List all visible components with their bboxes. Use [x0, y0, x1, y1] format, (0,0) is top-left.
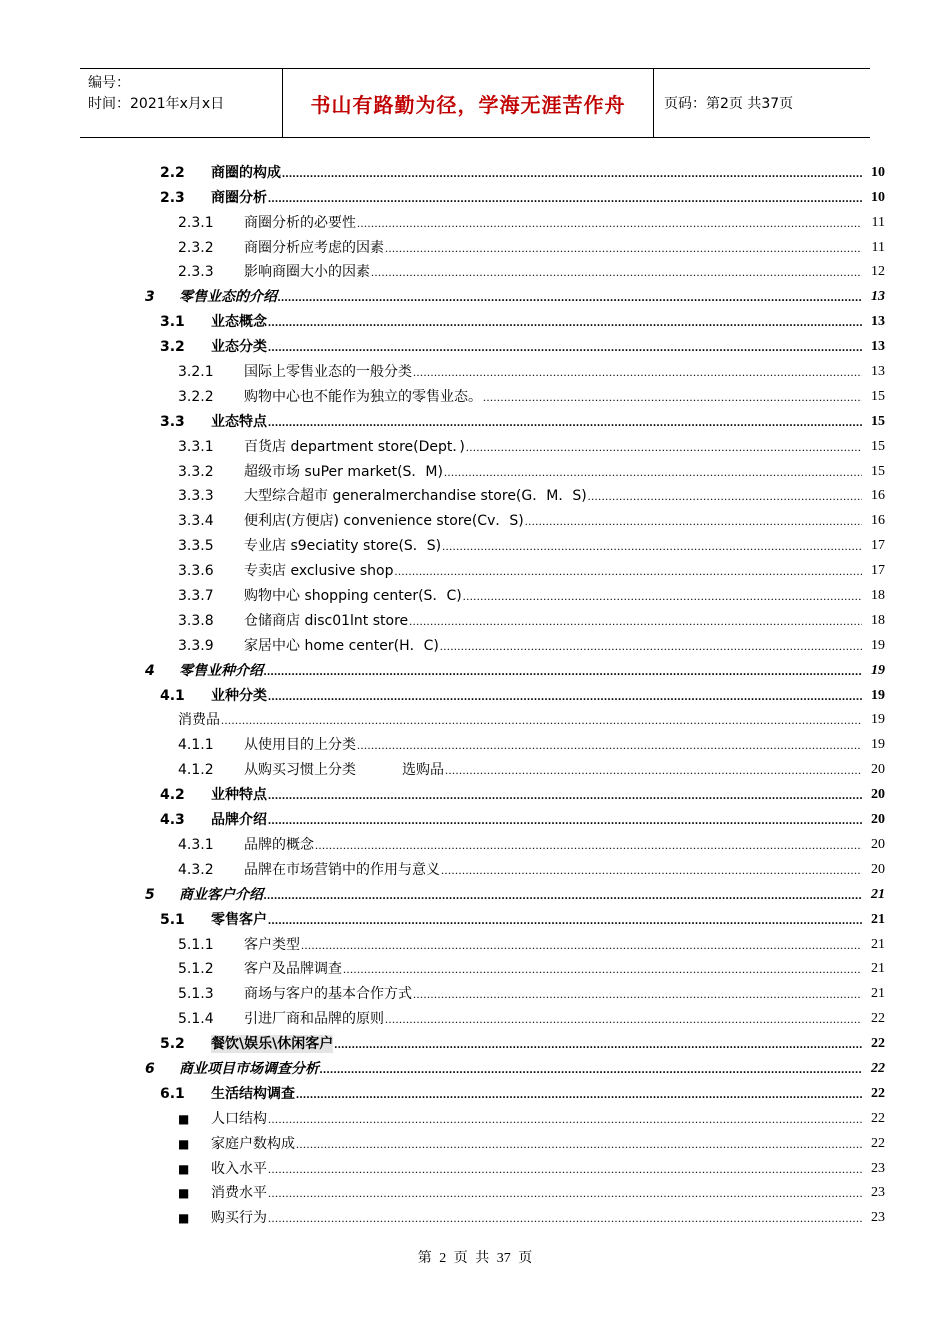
toc-entry-title: 品牌在市场营销中的作用与意义 [244, 861, 440, 878]
toc-entry-number: 3.3.5 [178, 538, 214, 555]
dot-leader [268, 687, 862, 705]
dot-leader [264, 886, 862, 904]
toc-entry-page: 22 [871, 1036, 885, 1052]
toc-entry[interactable] [178, 556, 885, 581]
toc-entry-title: 客户类型 [244, 936, 300, 953]
toc-entry[interactable] [178, 432, 885, 457]
toc-entry-page: 13 [871, 314, 885, 330]
toc-entry-number: 2.3.1 [178, 214, 214, 231]
toc-entry[interactable] [178, 730, 885, 755]
dot-leader [268, 189, 862, 207]
toc-entry-number: 5 [145, 886, 155, 903]
toc-entry-title: 超级市场 suPer market(S．M) [244, 463, 443, 480]
toc-entry-page: 16 [871, 513, 885, 529]
toc-entry-title: 商圈分析的必要性 [244, 214, 356, 231]
toc-entry-page: 13 [871, 339, 885, 355]
toc-entry-page: 15 [871, 388, 885, 404]
toc-entry[interactable] [145, 282, 885, 307]
toc-entry-title: 餐饮\娱乐\休闲客户 [211, 1036, 334, 1053]
toc-entry-page: 10 [871, 189, 885, 205]
toc-entry-number: 2.2 [160, 164, 185, 181]
toc-entry-page: 17 [871, 563, 885, 579]
toc-entry-title: 购物中心也不能作为独立的零售业态。 [244, 388, 482, 405]
toc-entry[interactable] [160, 780, 885, 805]
toc-entry-number: 3 [145, 289, 155, 306]
date-label: 时间：2021年x月x日 [88, 96, 225, 112]
document-header [80, 68, 870, 138]
toc-entry-page: 11 [871, 239, 885, 255]
toc-entry-page: 19 [871, 712, 885, 728]
toc-entry-page: 15 [871, 463, 885, 479]
toc-entry-title: 商圈分析 [211, 189, 267, 206]
toc-entry[interactable] [160, 681, 885, 706]
toc-entry[interactable] [160, 1029, 885, 1054]
toc-entry[interactable] [178, 606, 885, 631]
toc-entry[interactable] [178, 1203, 885, 1228]
dot-leader [441, 861, 862, 879]
dot-leader [466, 438, 862, 456]
toc-entry[interactable] [178, 1179, 885, 1204]
toc-entry-page: 22 [871, 1085, 885, 1101]
toc-entry-number: 3.3.9 [178, 637, 214, 654]
toc-entry-page: 21 [871, 936, 885, 952]
toc-entry-page: 23 [871, 1185, 885, 1201]
toc-entry-number: 3.3.1 [178, 438, 214, 455]
dot-leader [357, 736, 862, 754]
toc-entry[interactable] [178, 506, 885, 531]
toc-entry-title: 购物中心 shopping center(S．C) [244, 588, 462, 605]
toc-entry[interactable] [160, 332, 885, 357]
header-page-info: 页码：第2页 共37页 [664, 96, 794, 112]
toc-entry-title: 生活结构调查 [211, 1085, 295, 1102]
toc-entry-title: 从购买习惯上分类 [244, 762, 356, 779]
toc-entry[interactable] [145, 656, 885, 681]
toc-entry-number: 4.3.1 [178, 836, 214, 853]
toc-entry-number: 2.3.2 [178, 239, 214, 256]
dot-leader [445, 761, 862, 779]
toc-entry[interactable] [160, 905, 885, 930]
toc-entry[interactable] [178, 830, 885, 855]
toc-entry-number: 3.2 [160, 339, 185, 356]
toc-entry-title: 业种特点 [211, 787, 267, 804]
toc-entry-title: 零售客户 [211, 911, 267, 928]
toc-entry-number: 5.1.3 [178, 986, 214, 1003]
toc-entry-number: 5.1 [160, 911, 185, 928]
bullet-icon: ■ [178, 1161, 190, 1176]
dot-leader [357, 214, 862, 232]
dot-leader [268, 313, 862, 331]
toc-entry[interactable] [178, 855, 885, 880]
toc-entry-number: 3.3.6 [178, 563, 214, 580]
dot-leader [268, 413, 862, 431]
toc-entry-number: 4.1 [160, 687, 185, 704]
toc-entry[interactable] [178, 1129, 885, 1154]
dot-leader [268, 811, 862, 829]
toc-entry-title: 消费水平 [211, 1185, 267, 1202]
toc-entry-title: 商业项目市场调查分析 [179, 1060, 319, 1077]
toc-entry-number: 4.3.2 [178, 861, 214, 878]
dot-leader [394, 562, 862, 580]
toc-entry-page: 17 [871, 538, 885, 554]
toc-entry[interactable] [178, 930, 885, 955]
toc-entry-number: 3.3.4 [178, 513, 214, 530]
toc-entry-number: 3.3.7 [178, 588, 214, 605]
toc-entry-title: 影响商圈大小的因素 [244, 264, 370, 281]
toc-entry[interactable] [178, 208, 885, 233]
bullet-icon: ■ [178, 1136, 190, 1151]
toc-entry-number: 5.1.1 [178, 936, 214, 953]
toc-entry-title: 收入水平 [211, 1160, 267, 1177]
header-meta [80, 69, 282, 137]
toc-entry-page: 18 [871, 588, 885, 604]
toc-entry-number: 6 [145, 1060, 155, 1077]
toc-entry[interactable] [160, 1079, 885, 1104]
dot-leader [268, 1160, 862, 1178]
toc-entry-title: 商圈的构成 [211, 164, 281, 181]
dot-leader [264, 662, 862, 680]
toc-entry[interactable] [145, 1054, 885, 1079]
toc-entry[interactable] [178, 482, 885, 507]
toc-entry-page: 15 [871, 438, 885, 454]
dot-leader [315, 836, 862, 854]
toc-entry-page: 19 [871, 687, 885, 703]
toc-entry-page: 22 [871, 1060, 885, 1076]
dot-leader [413, 985, 862, 1003]
toc-entry-number: 5.2 [160, 1036, 185, 1053]
toc-entry-page: 22 [871, 1110, 885, 1126]
toc-entry[interactable] [178, 955, 885, 980]
toc-entry-page: 15 [871, 413, 885, 429]
toc-entry-number: 4.2 [160, 787, 185, 804]
toc-entry[interactable] [178, 979, 885, 1004]
toc-entry-page: 20 [871, 762, 885, 778]
header-motto: 书山有路勤为径，学海无涯苦作舟 [282, 69, 654, 137]
toc-entry-number: 2.3 [160, 189, 185, 206]
toc-entry-title: 便利店(方便店) convenience store(Cv．S) [244, 513, 524, 530]
toc-entry[interactable] [178, 233, 885, 258]
toc-entry-number: 4.1.1 [178, 737, 214, 754]
toc-entry-title: 业态概念 [211, 314, 267, 331]
toc-entry-page: 10 [871, 164, 885, 180]
page-footer: 第 2 页 共 37 页 [417, 1251, 533, 1266]
dot-leader [268, 338, 862, 356]
toc-entry-title: 商业客户介绍 [179, 886, 263, 903]
toc-entry-title: 业种分类 [211, 687, 267, 704]
toc-entry[interactable] [178, 357, 885, 382]
toc-entry-title: 国际上零售业态的一般分类 [244, 364, 412, 381]
dot-leader [268, 786, 862, 804]
toc-entry-title: 业态分类 [211, 339, 267, 356]
toc-entry-subtitle: 选购品 [402, 762, 444, 779]
bullet-icon: ■ [178, 1211, 190, 1226]
toc-entry-title: 仓储商店 disc01lnt store [244, 612, 409, 629]
dot-leader [320, 1060, 862, 1078]
dot-leader [442, 537, 862, 555]
toc-entry[interactable] [178, 581, 885, 606]
toc-entry[interactable] [178, 531, 885, 556]
toc-entry[interactable] [178, 706, 885, 731]
toc-entry-page: 21 [871, 886, 885, 902]
toc-entry-number: 3.3.3 [178, 488, 214, 505]
dot-leader [278, 288, 862, 306]
dot-leader [282, 164, 862, 182]
toc-entry-number: 5.1.4 [178, 1011, 214, 1028]
toc-entry-page: 19 [871, 662, 885, 678]
toc-entry[interactable] [160, 183, 885, 208]
toc-entry-page: 22 [871, 1135, 885, 1151]
toc-entry-title: 业态特点 [211, 413, 267, 430]
toc-entry-title: 零售业态的介绍 [179, 289, 277, 306]
dot-leader [296, 1085, 862, 1103]
toc-entry-number: 4.3 [160, 812, 185, 829]
toc-entry-page: 13 [871, 364, 885, 380]
toc-entry[interactable] [178, 1004, 885, 1029]
bullet-icon: ■ [178, 1111, 190, 1126]
bullet-icon: ■ [178, 1186, 190, 1201]
code-label: 编号： [88, 75, 130, 91]
toc-entry-page: 13 [871, 289, 885, 305]
toc-entry[interactable] [178, 457, 885, 482]
toc-entry[interactable] [178, 382, 885, 407]
dot-leader [385, 239, 862, 257]
toc-entry-page: 20 [871, 836, 885, 852]
toc-entry-page: 19 [871, 637, 885, 653]
toc-entry[interactable] [160, 158, 885, 183]
dot-leader [588, 487, 862, 505]
dot-leader [371, 263, 862, 281]
toc-entry[interactable] [178, 631, 885, 656]
toc-entry-page: 18 [871, 612, 885, 628]
toc-entry-page: 21 [871, 986, 885, 1002]
toc-entry[interactable] [178, 1154, 885, 1179]
dot-leader [268, 1110, 862, 1128]
toc-entry[interactable] [145, 880, 885, 905]
toc-entry-title: 购买行为 [211, 1210, 267, 1227]
toc-entry-number: 3.1 [160, 314, 185, 331]
toc-entry-page: 12 [871, 264, 885, 280]
dot-leader [343, 960, 862, 978]
toc-entry-title: 引进厂商和品牌的原则 [244, 1011, 384, 1028]
toc-entry-title: 商圈分析应考虑的因素 [244, 239, 384, 256]
dot-leader [463, 587, 862, 605]
toc-entry-title: 品牌的概念 [244, 836, 314, 853]
toc-entry-page: 23 [871, 1160, 885, 1176]
dot-leader [268, 911, 862, 929]
toc-entry-title: 商场与客户的基本合作方式 [244, 986, 412, 1003]
dot-leader [268, 1209, 862, 1227]
toc-entry[interactable] [160, 307, 885, 332]
dot-leader [296, 1135, 862, 1153]
dot-leader [525, 512, 862, 530]
toc-entry[interactable] [178, 258, 885, 283]
dot-leader [221, 711, 862, 729]
toc-entry-number: 3.3.2 [178, 463, 214, 480]
dot-leader [413, 363, 862, 381]
toc-entry-number: 4 [145, 662, 155, 679]
toc-entry-page: 22 [871, 1011, 885, 1027]
toc-entry-title: 专卖店 exclusive shop [244, 563, 394, 580]
toc-entry-page: 20 [871, 787, 885, 803]
toc-entry-title: 大型综合超市 generalmerchandise store(G．M．S) [244, 488, 587, 505]
table-of-contents [0, 158, 950, 1228]
toc-entry-number: 2.3.3 [178, 264, 214, 281]
toc-entry-title: 品牌介绍 [211, 812, 267, 829]
toc-entry-number: 4.1.2 [178, 762, 214, 779]
toc-entry-number: 5.1.2 [178, 961, 214, 978]
toc-entry-number: 3.3.8 [178, 612, 214, 629]
dot-leader [301, 936, 862, 954]
toc-entry-page: 20 [871, 861, 885, 877]
toc-entry-title: 百货店 department store(Dept．) [244, 438, 465, 455]
dot-leader [444, 463, 862, 481]
toc-entry-page: 11 [871, 214, 885, 230]
toc-entry[interactable] [178, 1104, 885, 1129]
toc-entry-page: 23 [871, 1210, 885, 1226]
dot-leader [268, 1184, 862, 1202]
toc-entry-title: 家庭户数构成 [211, 1135, 295, 1152]
toc-entry-number: 6.1 [160, 1085, 185, 1102]
toc-entry-title: 家居中心 home center(H．C) [244, 637, 439, 654]
dot-leader [385, 1010, 862, 1028]
toc-entry-page: 19 [871, 737, 885, 753]
toc-entry[interactable] [160, 407, 885, 432]
dot-leader [483, 388, 862, 406]
dot-leader [440, 637, 862, 655]
toc-entry-number: 3.3 [160, 413, 185, 430]
toc-entry-page: 16 [871, 488, 885, 504]
toc-entry-number: 3.2.1 [178, 364, 214, 381]
dot-leader [334, 1035, 862, 1053]
toc-entry-page: 20 [871, 812, 885, 828]
toc-entry-title: 从使用目的上分类 [244, 737, 356, 754]
toc-entry-number: 3.2.2 [178, 388, 214, 405]
toc-entry-title: 人口结构 [211, 1110, 267, 1127]
toc-entry-title: 零售业种介绍 [179, 662, 263, 679]
toc-entry-page: 21 [871, 961, 885, 977]
toc-entry-title: 消费品 [178, 712, 220, 729]
toc-entry[interactable] [160, 805, 885, 830]
dot-leader [409, 612, 862, 630]
toc-entry-title: 专业店 s9eciatity store(S．S) [244, 538, 442, 555]
toc-entry[interactable] [178, 755, 885, 780]
toc-entry-page: 21 [871, 911, 885, 927]
toc-entry-title: 客户及品牌调查 [244, 961, 342, 978]
